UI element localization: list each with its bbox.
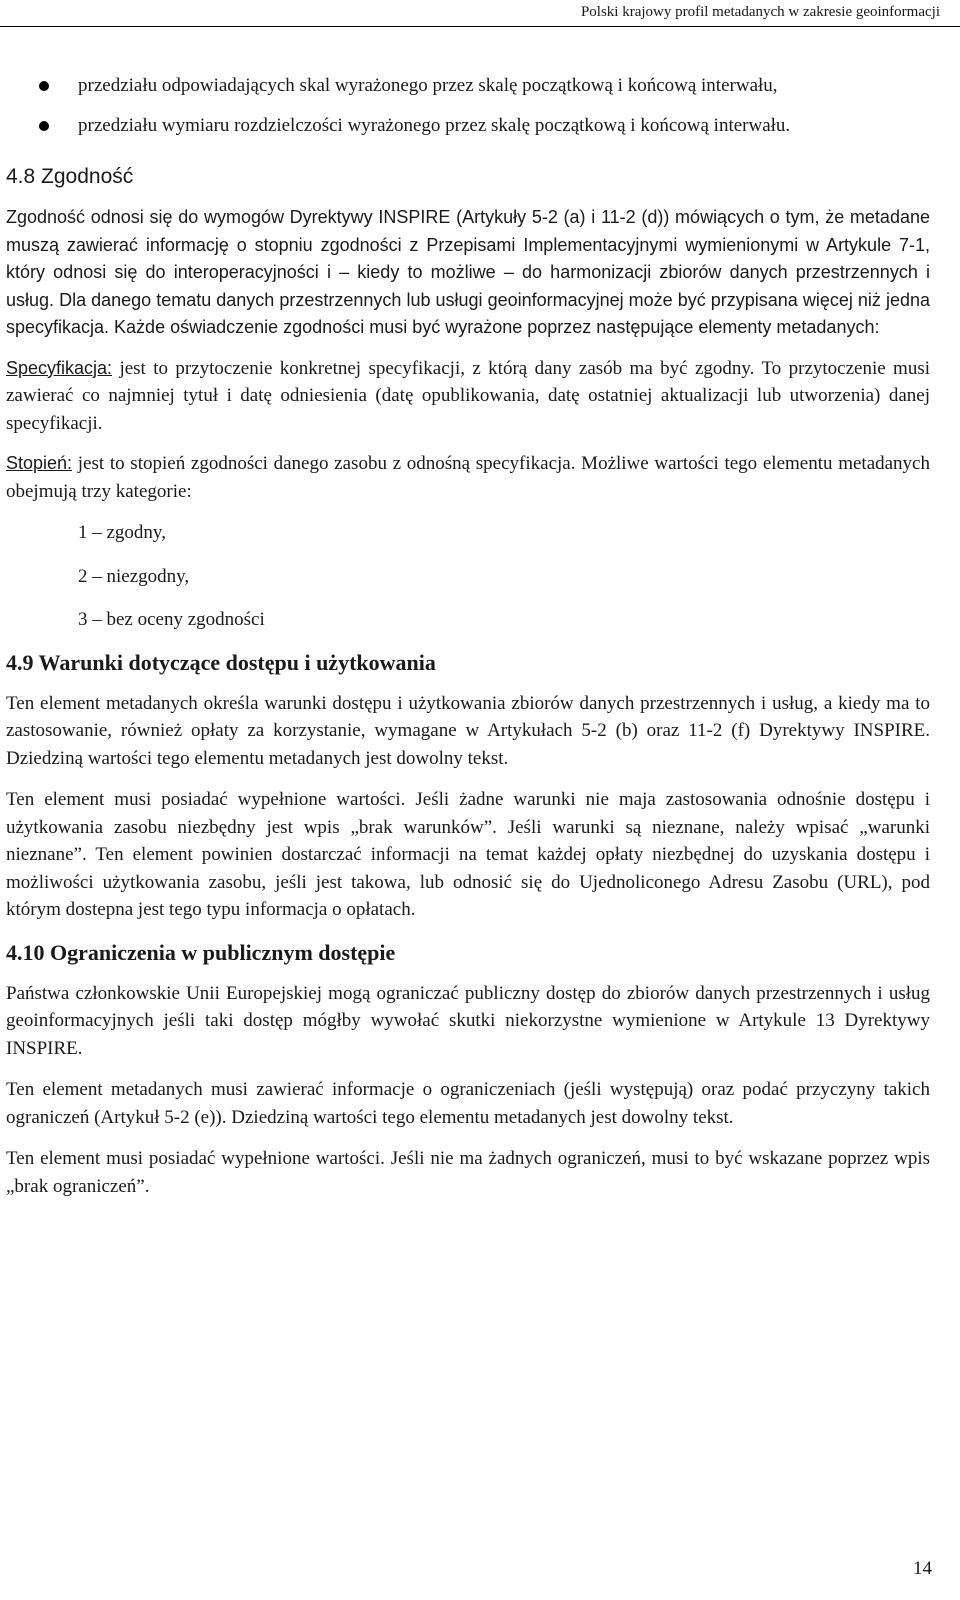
bullet-icon	[39, 81, 49, 91]
list-item: 1 – zgodny,	[78, 522, 166, 543]
section-4-10	[6, 940, 930, 1201]
section-paragraph	[6, 450, 930, 505]
running-header-title: Polski krajowy profil metadanych w zakresie geoinformacji	[580, 4, 940, 20]
section-paragraph	[6, 355, 930, 438]
section-heading: 4.8 Zgodność	[6, 165, 134, 188]
bullet-item	[6, 112, 930, 140]
section-4-9	[6, 650, 930, 924]
term-specification: Specyfikacja:	[6, 357, 113, 378]
bullet-icon	[39, 121, 49, 131]
term-definition: jest to stopień zgodności danego zasobu z odnośną specyfikacja. Możliwe wartości tego elementu metadanych obejmują trzy kategorie:	[6, 453, 930, 502]
section-paragraph: Zgodność odnosi się do wymogów Dyrektywy INSPIRE (Artykuły 5-2 (a) i 11-2 (d)) mówiących o tym, że metadane muszą zawierać informację o stopniu zgodności z Przepisami Implementacyjnymi wymienionymi w Artykule 7-1, który odnosi się do interoperacyjności i – kiedy to możliwe – do harmonizacji zbiorów danych przestrzennych i usług. Dla danego tematu danych przestrzennych lub usługi geoinformacyjnej może być przypisana więcej niż jedna specyfikacja. Każde oświadczenie zgodności musi być wyrażone poprzez następujące elementy metadanych:	[6, 207, 930, 337]
section-heading: 4.10 Ograniczenia w publicznym dostępie	[6, 939, 396, 965]
bullet-text: przedziału wymiaru rozdzielczości wyrażonego przez skalę początkową i końcową interwału.	[78, 114, 791, 136]
section-4-8	[6, 164, 930, 634]
term-degree: Stopień:	[6, 453, 73, 473]
list-item: 3 – bez oceny zgodności	[78, 609, 265, 630]
conformity-levels-list	[6, 519, 930, 634]
page-number: 14	[913, 1558, 932, 1579]
running-header	[0, 0, 960, 27]
section-paragraph: Ten element musi posiadać wypełnione wartości. Jeśli żadne warunki nie maja zastosowania odnośnie dostępu i użytkowania zasobu niezbędny jest wpis „brak warunków”. Jeśli warunki są nieznane, należy wpisać „warunki nieznane”. Ten element powinien dostarczać informacji na temat każdej opłaty niezbędnej do uzyskania dostępu i możliwości użytkowania zasobu, jeśli jest takowa, lub odnosić się do Ujednoliconego Adresu Zasobu (URL), pod którym dostepna jest tego typu informacja o opłatach.	[6, 789, 930, 920]
term-definition: jest to przytoczenie konkretnej specyfikacji, z którą dany zasób ma być zgodny. To przytoczenie musi zawierać co najmniej tytuł i datę odniesienia (datę opublikowania, datę ostatniej aktualizacji lub utworzenia) danej specyfikacji.	[6, 357, 930, 434]
bullet-item	[6, 72, 930, 100]
section-paragraph: Ten element metadanych musi zawierać informacje o ograniczeniach (jeśli występują) oraz podać przyczyny takich ograniczeń (Artykuł 5-2 (e)). Dziedziną wartości tego elementu metadanych jest dowolny tekst.	[6, 1079, 930, 1128]
section-heading: 4.9 Warunki dotyczące dostępu i użytkowania	[6, 649, 436, 675]
bullet-list	[6, 72, 930, 139]
section-paragraph: Ten element metadanych określa warunki dostępu i użytkowania zbiorów danych przestrzennych i usług, a kiedy ma to zastosowanie, również opłaty za korzystanie, wymagane w Artykułach 5-2 (b) oraz 11-2 (f) Dyrektywy INSPIRE. Dziedziną wartości tego elementu metadanych jest dowolny tekst.	[6, 692, 930, 769]
page-content	[6, 72, 930, 1216]
list-item: 2 – niezgodny,	[78, 565, 190, 587]
section-paragraph: Ten element musi posiadać wypełnione wartości. Jeśli nie ma żadnych ograniczeń, musi to być wskazane poprzez wpis „brak ograniczeń”.	[6, 1148, 930, 1197]
bullet-text: przedziału odpowiadających skal wyrażonego przez skalę początkową i końcową interwału,	[78, 75, 778, 96]
section-paragraph: Państwa członkowskie Unii Europejskiej mogą ograniczać publiczny dostęp do zbiorów danych przestrzennych i usług geoinformacyjnych jeśli taki dostęp mógłby wywołać skutki niekorzystne wymienione w Artykule 13 Dyrektywy INSPIRE.	[6, 982, 930, 1059]
